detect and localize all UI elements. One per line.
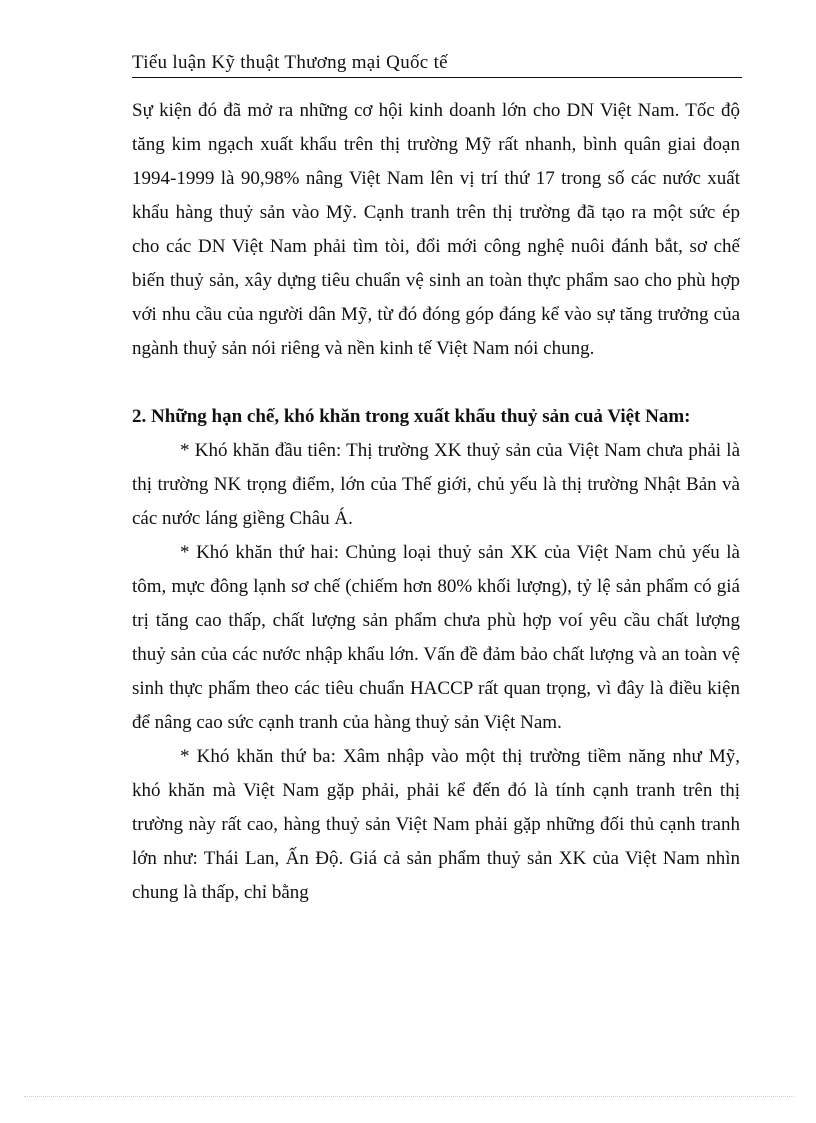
paragraph-difficulty-third: * Khó khăn thứ ba: Xâm nhập vào một thị trường tiềm năng như Mỹ, khó khăn mà Việt Nam gặp phải, phải kể đến đó là tính cạnh tranh trên thị trường này rất cao, hàng thuỷ sản Việt Nam phải gặp những đối thủ cạnh tranh lớn như: Thái Lan, Ấn Độ. Giá cả sản phẩm thuỷ sản XK của Việt Nam nhìn chung là thấp, chỉ bằng — [132, 746, 740, 903]
paragraph-market-opportunity: Sự kiện đó đã mở ra những cơ hội kinh doanh lớn cho DN Việt Nam. Tốc độ tăng kim ngạch xuất khẩu trên thị trường Mỹ rất nhanh, bình quân giai đoạn 1994-1999 là 90,98% nâng Việt Nam lên vị trí thứ 17 trong số các nước xuất khẩu hàng thuỷ sản vào Mỹ. Cạnh tranh trên thị trường đã tạo ra một sức ép cho các DN Việt Nam phải tìm tòi, đổi mới công nghệ nuôi đánh bắt, sơ chế biến thuỷ sản, xây dựng tiêu chuẩn vệ sinh an toàn thực phẩm sao cho phù hợp với nhu cầu của người dân Mỹ, từ đó đóng góp đáng kể vào sự tăng trưởng của ngành thuỷ sản nói riêng và nền kinh tế Việt Nam nói chung. — [132, 100, 740, 359]
page-bottom-divider — [24, 1096, 794, 1097]
section-heading-difficulties: 2. Những hạn chế, khó khăn trong xuất khẩu thuỷ sản cuả Việt Nam: — [132, 406, 691, 427]
paragraph-difficulty-first: * Khó khăn đầu tiên: Thị trường XK thuỷ sản của Việt Nam chưa phải là thị trường NK trọng điểm, lớn của Thế giới, chủ yếu là thị trường Nhật Bản và các nước láng giềng Châu Á. — [132, 440, 740, 529]
paragraph-difficulty-second: * Khó khăn thứ hai: Chủng loại thuỷ sản XK của Việt Nam chủ yếu là tôm, mực đông lạnh sơ chế (chiếm hơn 80% khối lượng), tỷ lệ sản phẩm có giá trị tăng cao thấp, chất lượng sản phẩm chưa phù hợp voí yêu cầu chất lượng thuỷ sản của các nước nhập khẩu lớn. Vấn đề đảm bảo chất lượng và an toàn vệ sinh thực phẩm theo các tiêu chuẩn HACCP rất quan trọng, vì đây là điều kiện để nâng cao sức cạnh tranh của hàng thuỷ sản Việt Nam. — [132, 542, 740, 733]
page-header-title: Tiểu luận Kỹ thuật Thương mại Quốc tế — [132, 52, 742, 78]
document-body — [132, 94, 740, 910]
